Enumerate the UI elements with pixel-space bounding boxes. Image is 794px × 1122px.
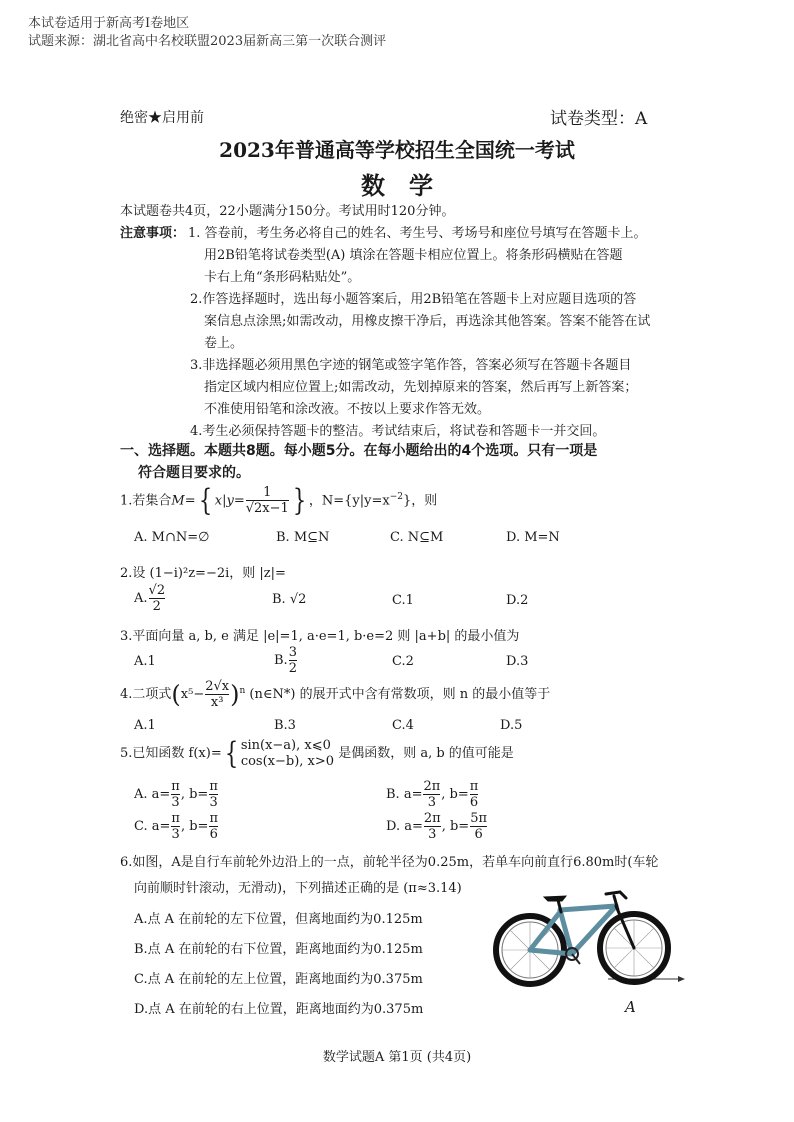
notice-line: 指定区域内相应位置上;如需改动，先划掉原来的答案，然后再写上新答案； <box>204 380 638 395</box>
secret-label: 绝密★启用前 <box>120 110 204 126</box>
page-footer: 数学试题A 第1页 (共4页) <box>322 1050 472 1065</box>
q2-option-b[interactable]: B. √2 <box>272 592 307 607</box>
question-1-stem: 1.若集合M={ x|y= $\frac{1}{√2x-1}$ } ，$N=\{y|y=x^{-2}\}$，则 <box>120 483 438 518</box>
q3-option-d[interactable]: D.3 <box>506 654 529 669</box>
q5-option-d[interactable]: D. a= $\frac{2\pi}{3}$ , b= $\frac{5\pi}{6}$ <box>386 811 488 842</box>
header-line-2: 试题来源：湖北省高中名校联盟2023届新高三第一次联合测评 <box>28 34 387 49</box>
q2-option-c[interactable]: C.1 <box>392 593 414 608</box>
notice-line: 用2B铅笔将试卷类型(A) 填涂在答题卡相应位置上。将条形码横贴在答题 <box>204 248 623 263</box>
notice-line: 3.非选择题必须用黑色字迹的钢笔或签字笔作答，答案必须写在答题卡各题目 <box>190 358 632 373</box>
section-heading: 一、选择题。本题共8题。每小题5分。在每小题给出的4个选项。只有一项是 <box>120 443 598 459</box>
header-line-1: 本试卷适用于新高考Ⅰ卷地区 <box>28 16 190 31</box>
notice-line: 不准使用铅笔和涂改液。不按以上要求作答无效。 <box>204 402 491 417</box>
q2-option-d[interactable]: D.2 <box>506 593 529 608</box>
question-5-stem: 5.已知函数 f(x)={ sin(x−a), x⩽0 cos(x−b), x>0 是偶函数，则 a, b 的值可能是 <box>120 735 514 771</box>
q3-option-c[interactable]: C.2 <box>392 654 414 669</box>
question-2-stem: 2.设 (1−i)²z=−2i，则 |z|= <box>120 566 286 581</box>
exam-intro: 本试题卷共4页，22小题满分150分。考试用时120分钟。 <box>120 204 455 219</box>
q3-option-a[interactable]: A.1 <box>134 654 156 669</box>
q1-option-c[interactable]: C. N⊆M <box>390 530 444 545</box>
subject-title: 数 学 <box>361 171 433 200</box>
q6-option-b[interactable]: B.点 A 在前轮的右下位置，距离地面约为0.125m <box>134 942 423 957</box>
q4-option-a[interactable]: A.1 <box>134 718 156 733</box>
notice-line: 卡右上角“条形码粘贴处”。 <box>204 270 361 285</box>
q5-option-c[interactable]: C. a= $\frac{\pi}{3}$ , b= $\frac{\pi}{6}$ <box>134 811 218 842</box>
q6-option-d[interactable]: D.点 A 在前轮的右上位置，距离地面约为0.375m <box>134 1002 424 1017</box>
point-a-marker <box>632 980 635 983</box>
arrow-right-icon <box>678 976 685 982</box>
q3-option-b[interactable]: B. $\frac{3}{2}$ <box>274 645 297 676</box>
section-heading-cont: 符合题目要求的。 <box>138 465 250 481</box>
handlebar-icon <box>606 892 626 898</box>
bicycle-illustration <box>488 888 688 1018</box>
q4-option-c[interactable]: C.4 <box>392 718 414 733</box>
notice-line: 案信息点涂黑;如需改动，用橡皮擦干净后，再选涂其他答案。答案不能答在试 <box>204 314 651 329</box>
question-6-stem: 6.如图，A是自行车前轮外边沿上的一点，前轮半径为0.25m，若单车向前直行6.80m时(车轮 <box>120 855 659 870</box>
exam-title: 2023年普通高等学校招生全国统一考试 <box>219 138 575 162</box>
notice-line: 2.作答选择题时，选出每小题答案后，用2B铅笔在答题卡上对应题目选项的答 <box>190 292 637 307</box>
q5-option-b[interactable]: B. a= $\frac{2\pi}{3}$ , b= $\frac{\pi}{6}$ <box>386 779 479 810</box>
q4-option-b[interactable]: B.3 <box>274 718 296 733</box>
q6-option-c[interactable]: C.点 A 在前轮的左上位置，距离地面约为0.375m <box>134 972 423 987</box>
question-3-stem: 3.平面向量 a, b, e 满足 |e|=1, a·e=1, b·e=2 则 |a+b| 的最小值为 <box>120 629 520 644</box>
paper-type: 试卷类型：A <box>550 109 648 129</box>
notice-line: 卷上。 <box>204 336 244 351</box>
point-a-label: A <box>625 998 636 1016</box>
notice-line: 1. 答卷前，考生务必将自己的姓名、考生号、考场号和座位号填写在答题卡上。 <box>188 226 647 241</box>
notice-label: 注意事项： <box>120 226 186 241</box>
q1-option-d[interactable]: D. M=N <box>506 530 560 545</box>
q5-option-a[interactable]: A. a= $\frac{\pi}{3}$ , b= $\frac{\pi}{3}$ <box>134 779 218 810</box>
question-6-stem-cont: 向前顺时针滚动，无滑动)，下列描述正确的是 (π≈3.14) <box>134 881 462 896</box>
notice-line: 4.考生必须保持答题卡的整洁。考试结束后，将试卷和答题卡一并交回。 <box>190 424 606 439</box>
question-4-stem: 4.二项式(x⁵− $\frac{2√x}{\text{x³}}$ )$^n$ (n∈N*) 的展开式中含有常数项，则 n 的最小值等于 <box>120 679 551 710</box>
q1-option-a[interactable]: A. M∩N=∅ <box>134 530 210 545</box>
q4-option-d[interactable]: D.5 <box>500 718 523 733</box>
saddle-icon <box>544 896 566 901</box>
q2-option-a[interactable]: A. $\frac{√2}{2}$ <box>134 583 166 614</box>
q1-option-b[interactable]: B. M⊆N <box>276 530 330 545</box>
q6-option-a[interactable]: A.点 A 在前轮的左下位置，但离地面约为0.125m <box>134 912 423 927</box>
